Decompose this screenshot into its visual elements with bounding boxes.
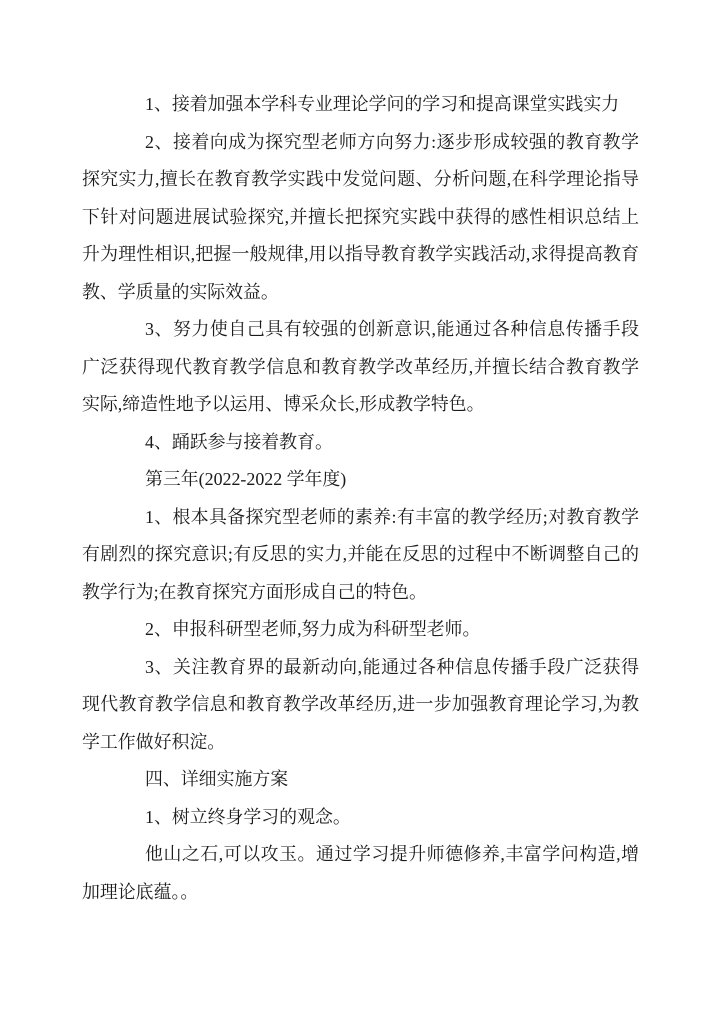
document-body <box>82 86 639 911</box>
paragraph: 2、申报科研型老师,努力成为科研型老师。 <box>145 619 481 640</box>
paragraph: 1、接着加强本学科专业理论学问的学习和提高课堂实践实力 <box>145 94 620 114</box>
paragraph: 2、接着向成为探究型老师方向努力:逐步形成较强的教育教学探究实力,擅长在教育教学实践中发觉问题、分析问题,在科学理论指导下针对问题进展试验探究,并擅长把探究实践中获得的感性相识总结上升为理性相识,把握一般规律,用以指导教育教学实践活动,求得提高教育教、学质量的实际效益。 <box>82 131 639 302</box>
paragraph: 3、努力使自己具有较强的创新意识,能通过各种信息传播手段广泛获得现代教育教学信息和教育教学改革经历,并擅长结合教育教学实际,缔造性地予以运用、博采众长,形成教学特色。 <box>82 319 639 415</box>
paragraph: 四、详细实施方案 <box>145 769 289 790</box>
paragraph: 1、根本具备探究型老师的素养:有丰富的教学经历;对教育教学有剧烈的探究意识;有反思的实力,并能在反思的过程中不断调整自己的教学行为;在教育探究方面形成自己的特色。 <box>82 506 639 602</box>
paragraph: 4、踊跃参与接着教育。 <box>145 431 333 452</box>
paragraph: 3、关注教育界的最新动向,能通过各种信息传播手段广泛获得现代教育教学信息和教育教学改革经历,进一步加强教育理论学习,为教学工作做好积淀。 <box>82 656 639 752</box>
paragraph: 1、树立终身学习的观念。 <box>145 806 351 827</box>
paragraph: 他山之石,可以攻玉。通过学习提升师德修养,丰富学问构造,增加理论底蕴。。 <box>82 844 639 902</box>
paragraph: 第三年(2022-2022 学年度) <box>145 469 347 490</box>
